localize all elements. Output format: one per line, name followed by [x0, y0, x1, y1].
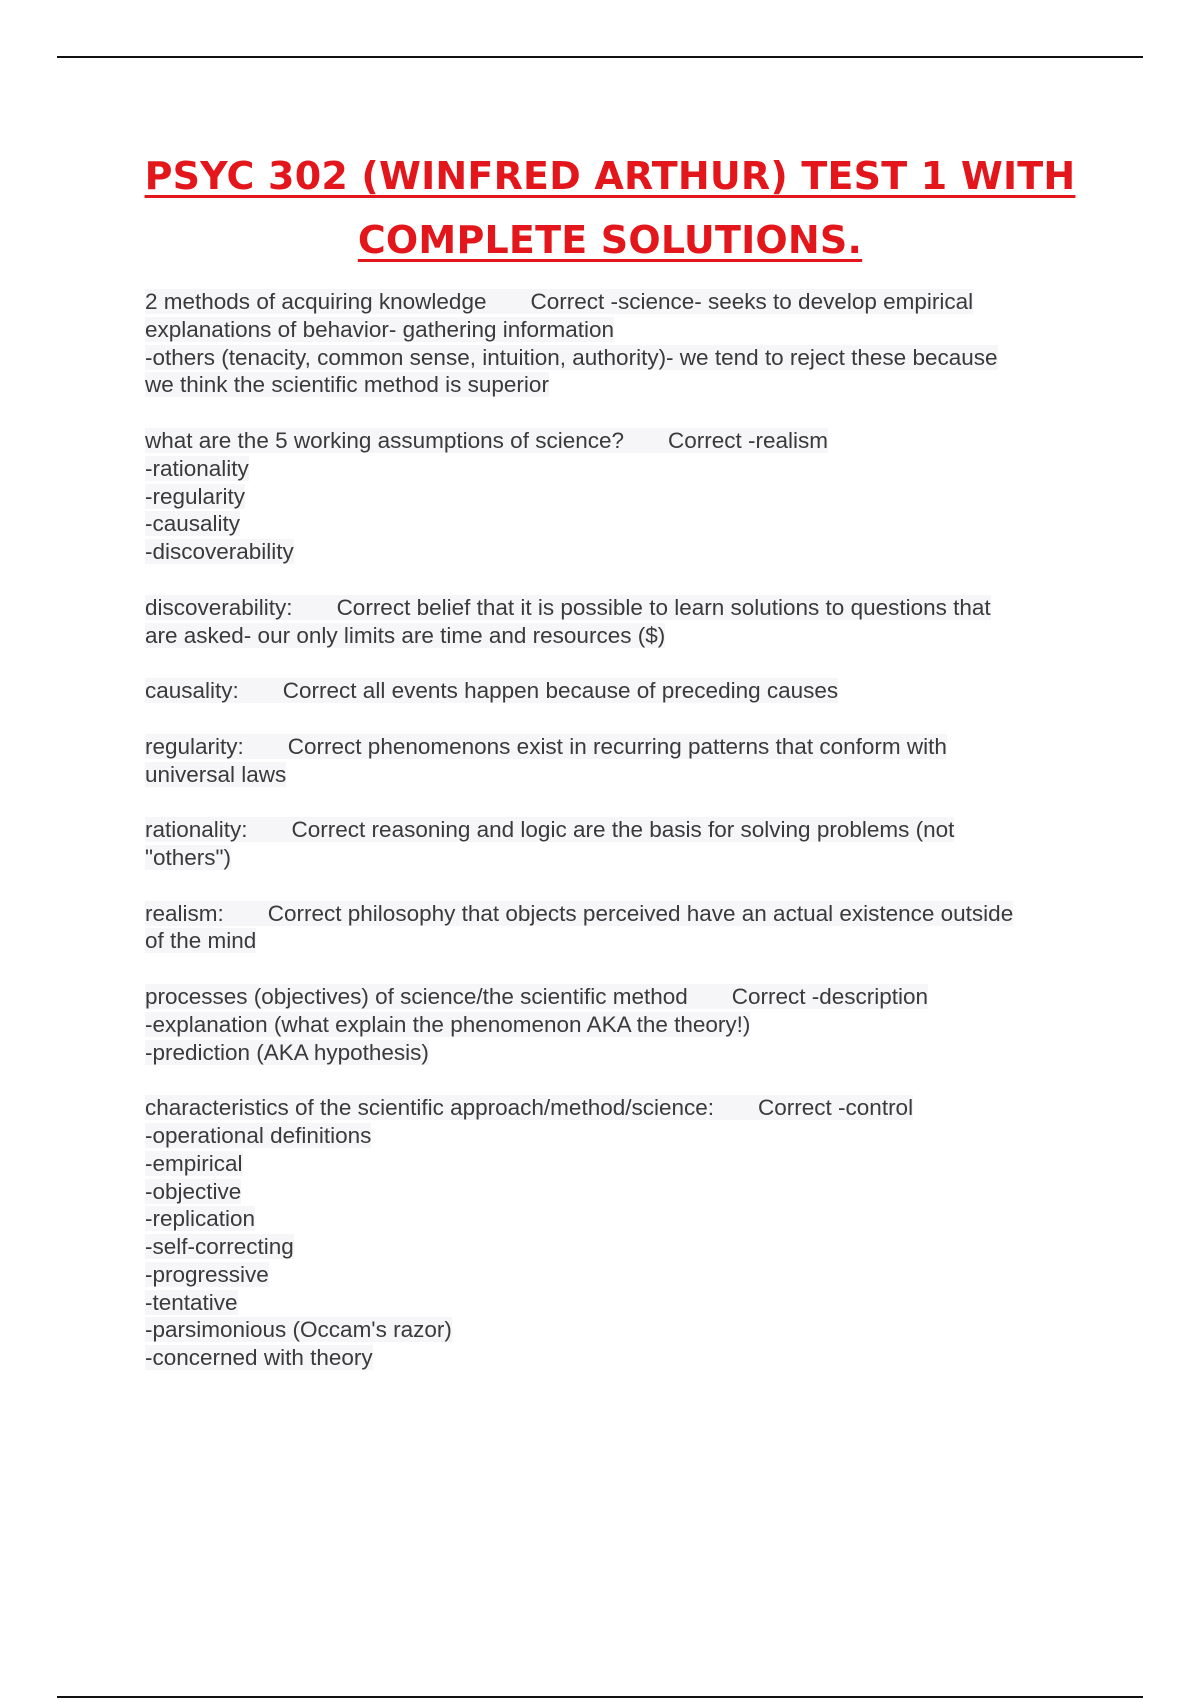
- qa-entry: [145, 816, 1090, 872]
- qa-first-line: [145, 594, 1090, 622]
- qa-first-line-highlight: [145, 428, 828, 453]
- answer-line-text: -others (tenacity, common sense, intuition, authority)- we tend to reject these because: [145, 344, 998, 370]
- qa-first-line-highlight: [145, 817, 954, 842]
- answer-line: [145, 844, 1090, 872]
- answer-line-text: -regularity: [145, 483, 246, 509]
- qa-entry: [145, 677, 1090, 705]
- qa-entry: [145, 1094, 1090, 1372]
- qa-first-line-highlight: [145, 289, 973, 314]
- answer-line: [145, 1039, 1090, 1067]
- question-text: processes (objectives) of science/the scientific method: [145, 983, 688, 1009]
- qa-first-line: [145, 1094, 1090, 1122]
- answer-lead-text: Correct reasoning and logic are the basis for solving problems (not: [291, 817, 955, 843]
- qa-entry: [145, 983, 1090, 1066]
- answer-line: [145, 1011, 1090, 1039]
- answer-line: [145, 1344, 1090, 1372]
- answer-line: [145, 1289, 1090, 1317]
- document-title: [60, 144, 1160, 272]
- answer-line: [145, 344, 1090, 372]
- answer-line: [145, 1178, 1090, 1206]
- answer-line-text: -self-correcting: [145, 1234, 294, 1260]
- answer-line: [145, 1261, 1090, 1289]
- qa-first-line: [145, 427, 1090, 455]
- answer-line: [145, 316, 1090, 344]
- qa-first-line-highlight: [145, 984, 928, 1009]
- qa-first-line: [145, 983, 1090, 1011]
- answer-line-text: are asked- our only limits are time and resources ($): [145, 622, 666, 648]
- answer-line: [145, 927, 1090, 955]
- question-text: realism:: [145, 900, 224, 926]
- qa-entry: [145, 594, 1090, 650]
- answer-line: [145, 538, 1090, 566]
- qa-first-line-highlight: [145, 595, 991, 620]
- answer-line: [145, 510, 1090, 538]
- bottom-rule: [57, 1696, 1143, 1698]
- qa-first-line: [145, 677, 1090, 705]
- answer-line-text: -empirical: [145, 1150, 243, 1176]
- answer-line: [145, 371, 1090, 399]
- qa-entry: [145, 900, 1090, 956]
- question-text: regularity:: [145, 733, 244, 759]
- answer-line-text: of the mind: [145, 928, 257, 954]
- question-text: causality:: [145, 678, 239, 704]
- question-text: 2 methods of acquiring knowledge: [145, 289, 487, 314]
- answer-line: [145, 1122, 1090, 1150]
- qa-first-line-highlight: [145, 901, 1013, 926]
- qa-first-line-highlight: [145, 1095, 913, 1120]
- top-rule: [57, 56, 1143, 58]
- answer-lead-text: Correct phenomenons exist in recurring patterns that conform with: [287, 733, 947, 759]
- answer-lead-text: Correct belief that it is possible to learn solutions to questions that: [336, 594, 991, 620]
- answer-line-text: -rationality: [145, 455, 249, 481]
- qa-first-line-highlight: [145, 734, 947, 759]
- answer-line-text: -replication: [145, 1206, 256, 1232]
- answer-line-text: we think the scientific method is superior: [145, 372, 549, 398]
- qa-first-line-highlight: [145, 678, 838, 703]
- answer-line: [145, 1205, 1090, 1233]
- qa-first-line: [145, 816, 1090, 844]
- answer-line-text: universal laws: [145, 761, 287, 787]
- answer-line-text: -concerned with theory: [145, 1345, 373, 1371]
- answer-line-text: -operational definitions: [145, 1122, 372, 1148]
- qa-list: [145, 288, 1090, 1400]
- question-text: what are the 5 working assumptions of science?: [145, 427, 625, 453]
- title-line-2: COMPLETE SOLUTIONS.: [357, 218, 863, 262]
- answer-lead-text: Correct -science- seeks to develop empirical: [530, 289, 974, 314]
- answer-line-text: -objective: [145, 1178, 242, 1204]
- answer-line-text: -discoverability: [145, 539, 294, 565]
- answer-line: [145, 761, 1090, 789]
- answer-line-text: -parsimonious (Occam's razor): [145, 1317, 452, 1343]
- answer-lead-text: Correct all events happen because of preceding causes: [282, 678, 839, 704]
- qa-first-line: [145, 900, 1090, 928]
- title-line-1: PSYC 302 (WINFRED ARTHUR) TEST 1 WITH: [144, 154, 1076, 198]
- question-text: discoverability:: [145, 594, 293, 620]
- qa-entry: [145, 288, 1090, 399]
- answer-lead-text: Correct -control: [758, 1095, 914, 1121]
- answer-line-text: explanations of behavior- gathering information: [145, 316, 615, 342]
- answer-line-text: -progressive: [145, 1261, 269, 1287]
- answer-line-text: -prediction (AKA hypothesis): [145, 1039, 429, 1065]
- answer-line: [145, 1233, 1090, 1261]
- question-text: characteristics of the scientific approach/method/science:: [145, 1095, 715, 1121]
- qa-first-line: [145, 288, 1090, 316]
- answer-lead-text: Correct -description: [731, 983, 929, 1009]
- answer-line: [145, 483, 1090, 511]
- answer-lead-text: Correct -realism: [668, 427, 829, 453]
- answer-line: [145, 455, 1090, 483]
- answer-line-text: -causality: [145, 511, 241, 537]
- answer-line: [145, 1316, 1090, 1344]
- qa-entry: [145, 733, 1090, 789]
- answer-lead-text: Correct philosophy that objects perceived have an actual existence outside: [267, 900, 1014, 926]
- answer-line-text: "others"): [145, 844, 232, 870]
- question-text: rationality:: [145, 817, 248, 843]
- answer-line-text: -explanation (what explain the phenomenon AKA the theory!): [145, 1011, 751, 1037]
- qa-entry: [145, 427, 1090, 566]
- answer-line-text: -tentative: [145, 1289, 238, 1315]
- qa-first-line: [145, 733, 1090, 761]
- answer-line: [145, 622, 1090, 650]
- answer-line: [145, 1150, 1090, 1178]
